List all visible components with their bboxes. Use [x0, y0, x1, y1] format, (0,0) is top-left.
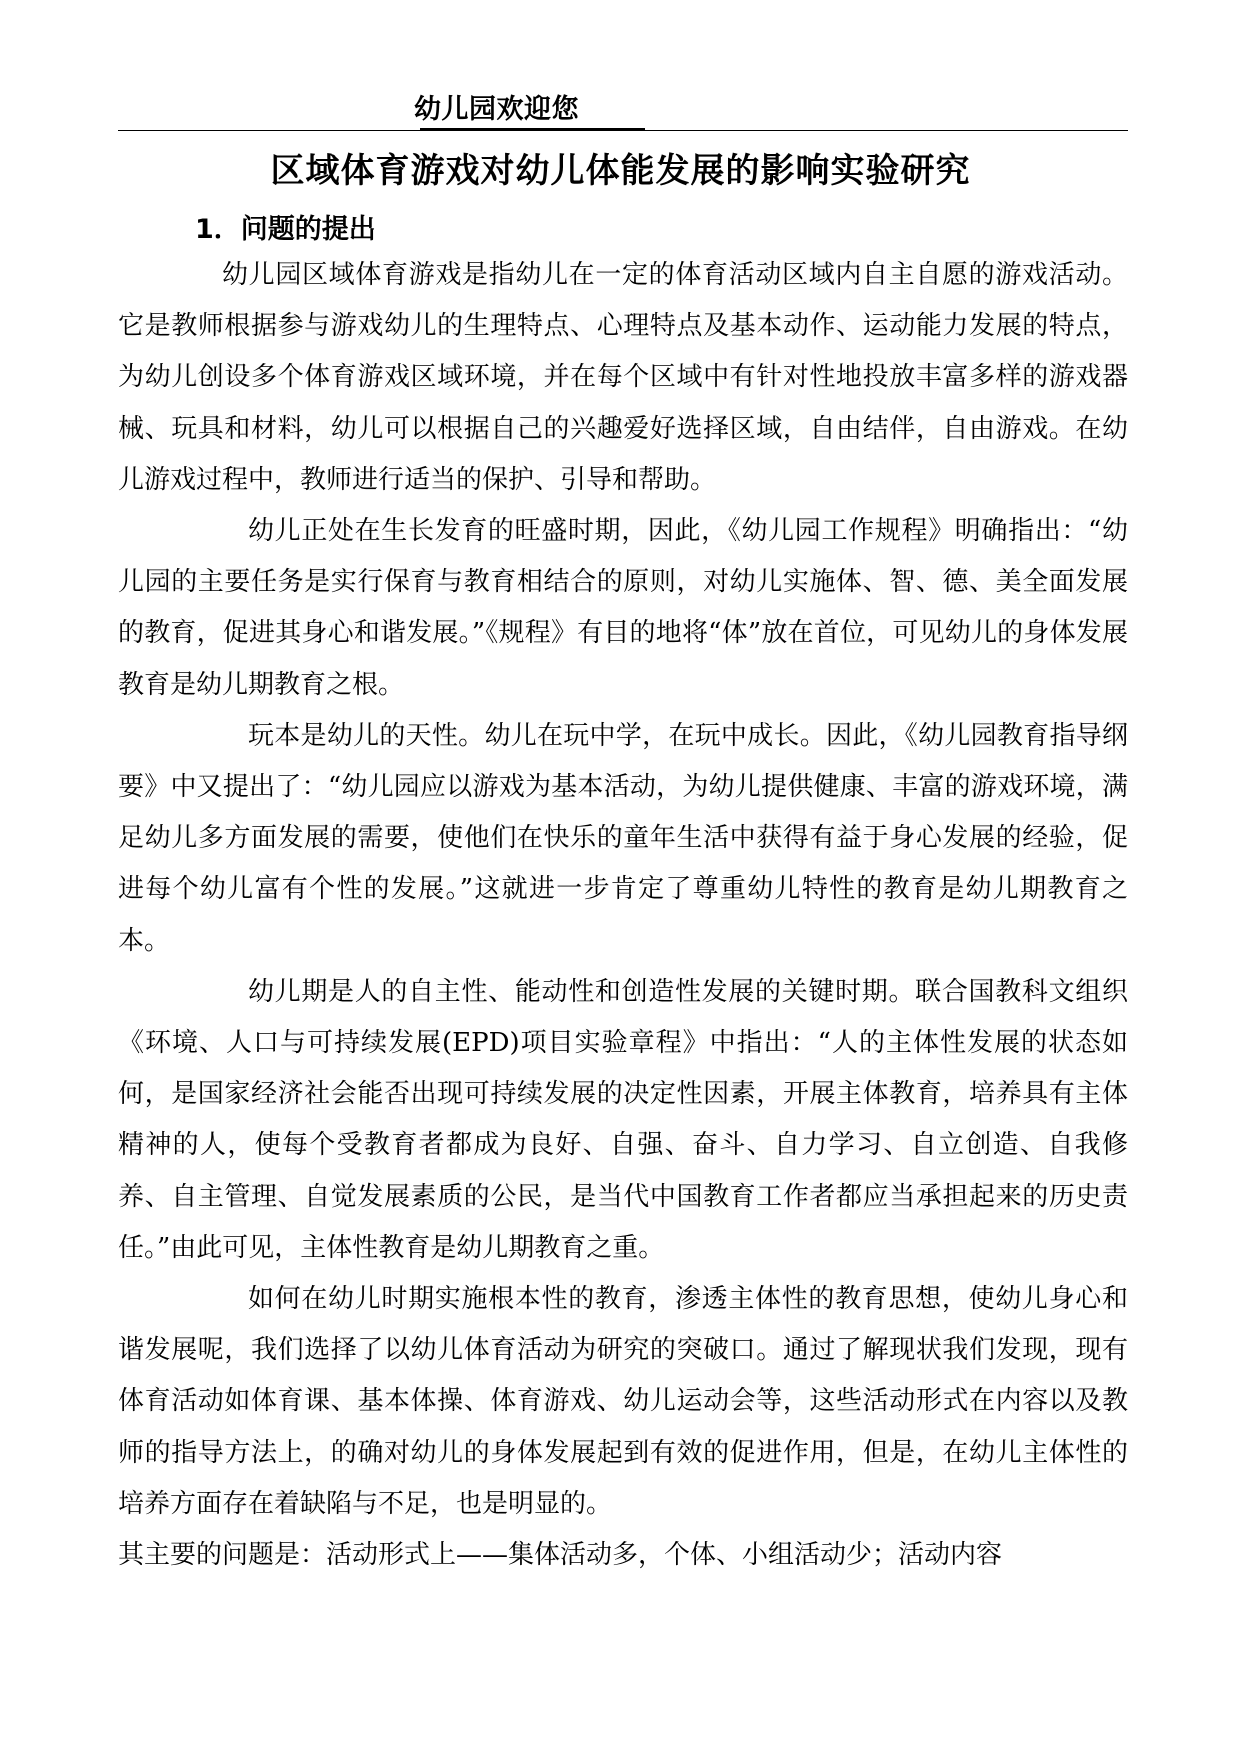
paragraph: 玩本是幼儿的天性。幼儿在玩中学，在玩中成长。因此，《幼儿园教育指导纲要》中又提出了：“幼儿园应以游戏为基本活动，为幼儿提供健康、丰富的游戏环境，满足幼儿多方面发展的需要，使他们在快乐的童年生活中获得有益于身心发展的经验，促进每个幼儿富有个性的发展。”这就进一步肯定了尊重幼儿特性的教育是幼儿期教育之本。	[118, 720, 1128, 956]
paragraph: 幼儿正处在生长发育的旺盛时期，因此，《幼儿园工作规程》明确指出：“幼儿园的主要任务是实行保育与教育相结合的原则，对幼儿实施体、智、德、美全面发展的教育，促进其身心和谐发展。”《规程》有目的地将“体”放在首位，可见幼儿的身体发展教育是幼儿期教育之根。	[118, 516, 1128, 700]
document-title: 区域体育游戏对幼儿体能发展的影响实验研究	[270, 151, 971, 191]
document-body	[118, 250, 1128, 1581]
paragraph: 幼儿期是人的自主性、能动性和创造性发展的关键时期。联合国教科文组织《环境、人口与可持续发展(EPD)项目实验章程》中指出：“人的主体性发展的状态如何，是国家经济社会能否出现可持续发展的决定性因素，开展主体教育，培养具有主体精神的人，使每个受教育者都成为良好、自强、奋斗、自力学习、自立创造、自我修养、自主管理、自觉发展素质的公民，是当代中国教育工作者都应当承担起来的历史责任。”由此可见，主体性教育是幼儿期教育之重。	[118, 976, 1128, 1263]
paragraph: 如何在幼儿时期实施根本性的教育，渗透主体性的教育思想，使幼儿身心和谐发展呢，我们选择了以幼儿体育活动为研究的突破口。通过了解现状我们发现，现有体育活动如体育课、基本体操、体育游戏、幼儿运动会等，这些活动形式在内容以及教师的指导方法上，的确对幼儿的身体发展起到有效的促进作用，但是，在幼儿主体性的培养方面存在着缺陷与不足，也是明显的。	[118, 1284, 1128, 1519]
paragraph: 其主要的问题是：活动形式上——集体活动多，个体、小组活动少；活动内容	[118, 1540, 1003, 1571]
header-text: 幼儿园欢迎您	[414, 94, 579, 125]
header-underline	[420, 128, 645, 130]
paragraph: 幼儿园区域体育游戏是指幼儿在一定的体育活动区域内自主自愿的游戏活动。它是教师根据参与游戏幼儿的生理特点、心理特点及基本动作、运动能力发展的特点，为幼儿创设多个体育游戏区域环境，并在每个区域中有针对性地投放丰富多样的游戏器械、玩具和材料，幼儿可以根据自己的兴趣爱好选择区域，自由结伴，自由游戏。在幼儿游戏过程中，教师进行适当的保护、引导和帮助。	[118, 260, 1128, 495]
section-heading: 1．问题的提出	[195, 214, 376, 245]
page-header	[118, 86, 1128, 131]
